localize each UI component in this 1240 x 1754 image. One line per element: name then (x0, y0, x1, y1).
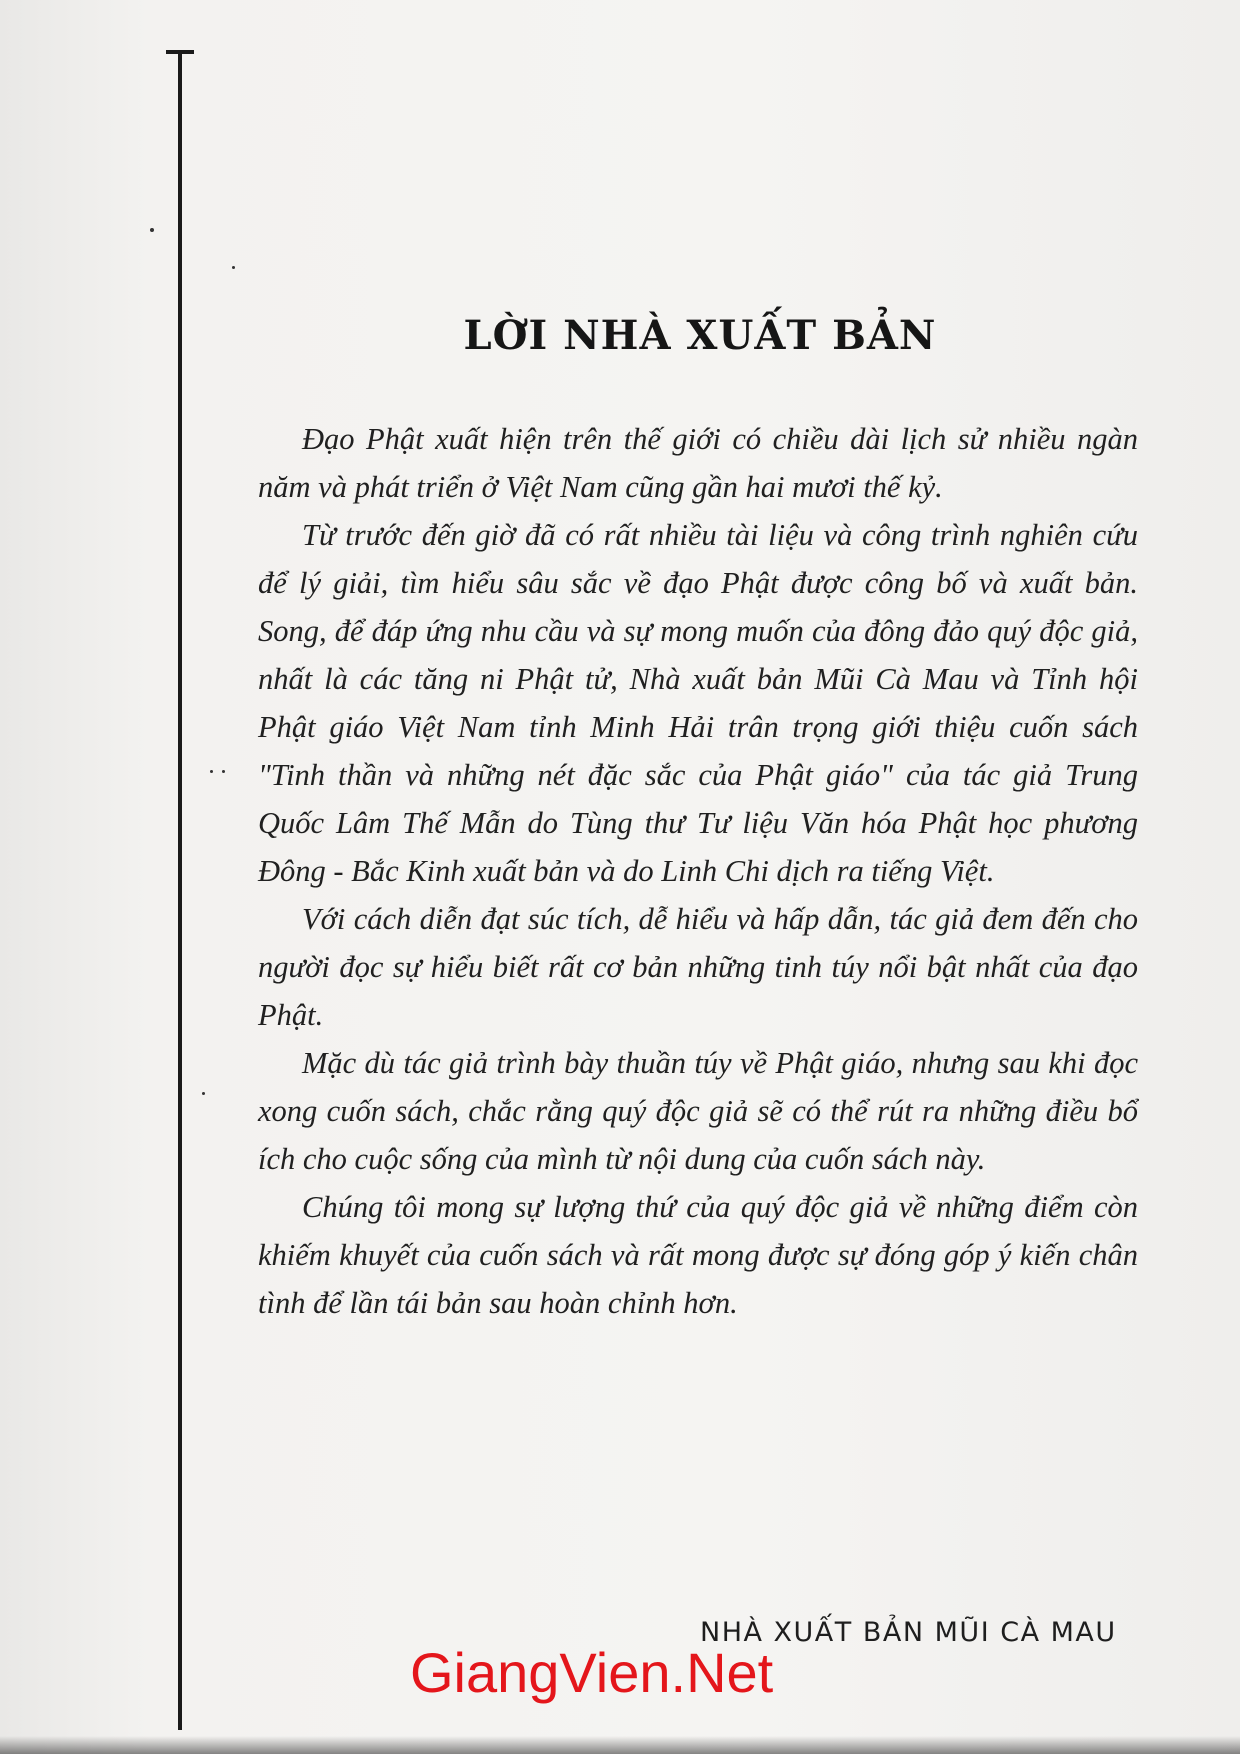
paragraph: Chúng tôi mong sự lượng thứ của quý độc giả về những điểm còn khiếm khuyết của cuốn sách và rất mong được sự đóng góp ý kiến chân tình để lần tái bản sau hoàn chỉnh hơn. (258, 1190, 1138, 1320)
publisher-signature: NHÀ XUẤT BẢN MŨI CÀ MAU (700, 1617, 1117, 1648)
page-bottom-shadow (0, 1736, 1240, 1754)
scan-speck (232, 266, 235, 269)
paragraph: Với cách diễn đạt súc tích, dễ hiểu và hấp dẫn, tác giả đem đến cho người đọc sự hiểu biết rất cơ bản những tinh túy nổi bật nhất của đạo Phật. (258, 902, 1138, 1032)
scan-speck (202, 1092, 205, 1095)
foreword-body (258, 415, 1138, 1327)
paragraph: Từ trước đến giờ đã có rất nhiều tài liệu và công trình nghiên cứu để lý giải, tìm hiểu sâu sắc về đạo Phật được công bố và xuất bản. Song, để đáp ứng nhu cầu và sự mong muốn của đông đảo quý độc giả, nhất là các tăng ni Phật tử, Nhà xuất bản Mũi Cà Mau và Tỉnh hội Phật giáo Việt Nam tỉnh Minh Hải trân trọng giới thiệu cuốn sách "Tinh thần và những nét đặc sắc của Phật giáo" của tác giả Trung Quốc Lâm Thế Mẫn do Tùng thư Tư liệu Văn hóa Phật học phương Đông - Bắc Kinh xuất bản và do Linh Chi dịch ra tiếng Việt. (258, 518, 1138, 888)
watermark-text: GiangVien.Net (410, 1641, 774, 1704)
paragraph: Đạo Phật xuất hiện trên thế giới có chiều dài lịch sử nhiều ngàn năm và phát triển ở Việt Nam cũng gần hai mươi thế kỷ. (258, 422, 1138, 504)
scan-speck (150, 228, 154, 232)
binding-edge-line (178, 50, 182, 1730)
page-title: LỜI NHÀ XUẤT BẢN (463, 312, 937, 359)
paragraph: Mặc dù tác giả trình bày thuần túy về Phật giáo, nhưng sau khi đọc xong cuốn sách, chắc rằng quý độc giả sẽ có thể rút ra những điều bổ ích cho cuộc sống của mình từ nội dung của cuốn sách này. (258, 1046, 1138, 1176)
scan-speck (210, 770, 213, 773)
scan-speck (222, 770, 225, 773)
